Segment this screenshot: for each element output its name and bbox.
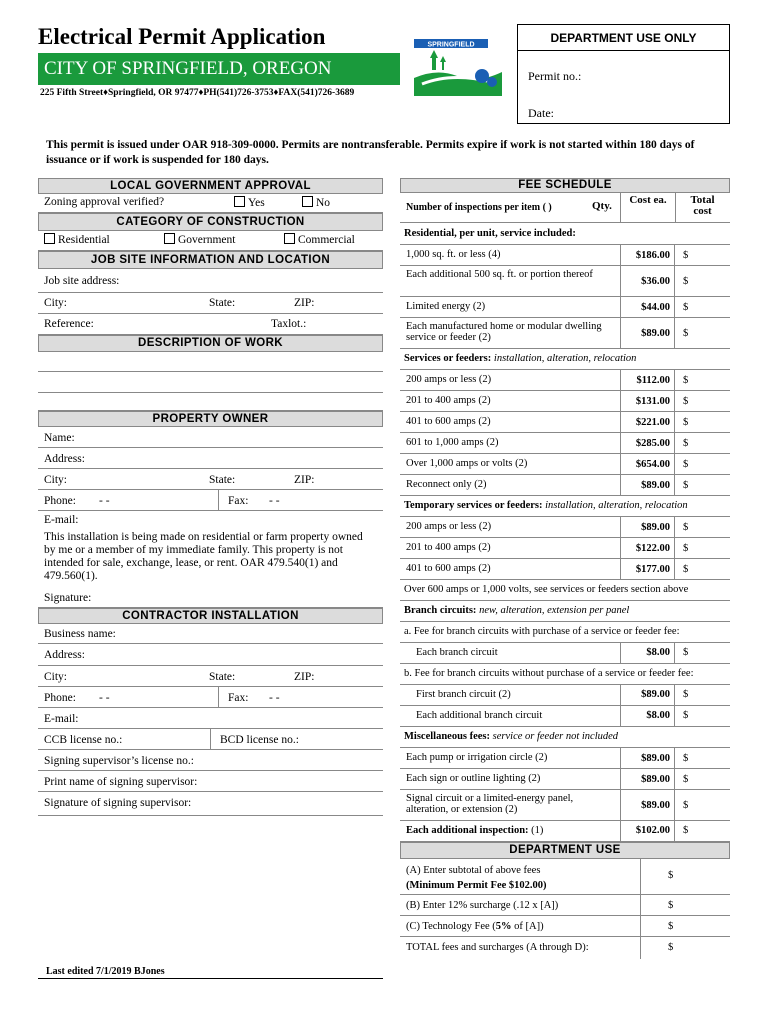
job-site-header: JOB SITE INFORMATION AND LOCATION: [38, 251, 383, 269]
temporary-row[interactable]: [400, 538, 730, 559]
first-branch-total[interactable]: $: [683, 689, 689, 700]
department-use-header: DEPARTMENT USE: [400, 842, 730, 859]
temporary-row[interactable]: [400, 559, 730, 580]
each-branch-label: Each branch circuit: [416, 647, 498, 658]
owner-statement-row: [38, 528, 383, 588]
no-checkbox[interactable]: [302, 196, 313, 207]
supervisor-signature-label: Signature of signing supervisor:: [44, 797, 192, 809]
owner-state-label: State:: [209, 474, 236, 486]
service-label: Reconnect only (2): [406, 479, 487, 490]
each-branch-row[interactable]: [400, 643, 730, 664]
category-row: [38, 231, 383, 251]
contractor-fax-label: Fax:: [228, 692, 249, 704]
service-label: Over 1,000 amps or volts (2): [406, 458, 528, 469]
services-section-header: Services or feeders: installation, alteration, relocation: [400, 349, 730, 370]
first-branch-fee: $89.00: [620, 685, 675, 705]
springfield-logo: [412, 38, 512, 96]
permit-notice: This permit is issued under OAR 918-309-0000. Permits are nontransferable. Permits expire if work is not started within 180 days of issuance or if work is suspended for 180 days.: [46, 139, 695, 166]
col-total: Total cost: [690, 194, 715, 217]
owner-phone-label: Phone:: [44, 495, 76, 507]
temporary-fee: $89.00: [620, 517, 675, 537]
service-fee: $221.00: [620, 412, 675, 432]
service-label: 200 amps or less (2): [406, 374, 492, 385]
service-row[interactable]: [400, 412, 730, 433]
logo-text: SPRINGFIELD: [427, 41, 475, 49]
service-fee: $112.00: [620, 370, 675, 390]
dept-use-only-title: DEPARTMENT USE ONLY: [518, 25, 729, 51]
city-banner: CITY OF SPRINGFIELD, OREGON: [38, 53, 400, 85]
additional-inspection-row[interactable]: [400, 821, 730, 842]
each-branch-total[interactable]: $: [683, 647, 689, 658]
residential-row[interactable]: [400, 266, 730, 297]
residential-total[interactable]: $: [683, 302, 689, 313]
owner-address-label: Address:: [44, 453, 85, 465]
contractor-phone-label: Phone:: [44, 692, 76, 704]
residential-label: 1,000 sq. ft. or less (4): [406, 249, 501, 260]
contractor-fax-dashes: - -: [269, 692, 280, 704]
additional-inspection-fee: $102.00: [620, 821, 675, 841]
owner-phone-dashes: - -: [99, 495, 110, 507]
contractor-city-row[interactable]: [38, 666, 383, 687]
misc-row[interactable]: [400, 769, 730, 790]
service-row[interactable]: [400, 475, 730, 496]
residential-label: Each additional 500 sq. ft. or portion thereof: [406, 269, 593, 280]
job-city-label: City:: [44, 297, 68, 309]
temporary-label: 201 to 400 amps (2): [406, 542, 491, 553]
tech-fee-value[interactable]: $: [668, 921, 674, 932]
temporary-label: 200 amps or less (2): [406, 521, 492, 532]
subtotal-label: (A) Enter subtotal of above fees: [406, 865, 541, 876]
subtotal-row[interactable]: [400, 859, 730, 895]
col-cost: Cost ea.: [629, 194, 667, 206]
service-total[interactable]: $: [683, 417, 689, 428]
service-fee: $89.00: [620, 475, 675, 495]
additional-inspection-qty: (1): [531, 825, 544, 836]
service-fee: $131.00: [620, 391, 675, 411]
department-use-only-box: [517, 24, 730, 124]
owner-name-label: Name:: [44, 432, 75, 444]
residential-row[interactable]: [400, 297, 730, 318]
permit-no-field[interactable]: Permit no.:: [528, 69, 582, 83]
description-line-2[interactable]: [38, 372, 383, 393]
service-row[interactable]: [400, 370, 730, 391]
total-value[interactable]: $: [668, 942, 674, 953]
fee-column-headers: [400, 193, 730, 223]
yes-checkbox[interactable]: [234, 196, 245, 207]
misc-label: Signal circuit or a limited-energy panel, alteration, or extension (2): [406, 793, 574, 815]
description-header: DESCRIPTION OF WORK: [38, 335, 383, 352]
misc-label: Each pump or irrigation circle (2): [406, 752, 548, 763]
minimum-fee-note: (Minimum Permit Fee $102.00): [406, 880, 547, 891]
misc-row[interactable]: [400, 748, 730, 769]
temporary-fee: $177.00: [620, 559, 675, 579]
job-city-row[interactable]: [38, 293, 383, 314]
col-qty: Qty.: [592, 200, 612, 212]
misc-label: Each sign or outline lighting (2): [406, 773, 541, 784]
service-total[interactable]: $: [683, 438, 689, 449]
last-edited-note: Last edited 7/1/2019 BJones: [46, 966, 165, 977]
left-panel: [38, 178, 383, 816]
each-branch-fee: $8.00: [620, 643, 675, 663]
zoning-label: Zoning approval verified?: [44, 196, 165, 208]
government-option[interactable]: Government: [158, 231, 235, 250]
temporary-label: 401 to 600 amps (2): [406, 563, 491, 574]
residential-total[interactable]: $: [683, 328, 689, 339]
page-title: Electrical Permit Application: [38, 24, 326, 49]
commercial-option[interactable]: Commercial: [278, 231, 355, 250]
service-row[interactable]: [400, 433, 730, 454]
service-row[interactable]: [400, 454, 730, 475]
temporary-total[interactable]: $: [683, 522, 689, 533]
branch-section-header: Branch circuits: new, alteration, extension per panel: [400, 601, 730, 622]
license-row[interactable]: [38, 729, 383, 750]
misc-total[interactable]: $: [683, 753, 689, 764]
signing-license-label: Signing supervisor’s license no.:: [44, 755, 194, 767]
description-line-3[interactable]: [38, 393, 383, 411]
residential-total[interactable]: $: [683, 276, 689, 287]
service-fee: $285.00: [620, 433, 675, 453]
residential-row[interactable]: [400, 245, 730, 266]
owner-city-row[interactable]: [38, 469, 383, 490]
supervisor-signature-row[interactable]: [38, 792, 383, 816]
owner-fax-dashes: - -: [269, 495, 280, 507]
branch-b-note: b. Fee for branch circuits without purchase of a service or feeder fee:: [400, 664, 730, 685]
residential-option[interactable]: Residential: [38, 231, 110, 250]
over-600-note: Over 600 amps or 1,000 volts, see services or feeders section above: [400, 580, 730, 601]
owner-signature-row[interactable]: [38, 588, 383, 608]
contractor-address-label: Address:: [44, 649, 85, 661]
job-address-row[interactable]: [38, 269, 383, 293]
business-name-label: Business name:: [44, 628, 116, 640]
residential-label: Limited energy (2): [406, 301, 486, 312]
contractor-zip-label: ZIP:: [294, 671, 315, 683]
temporary-row[interactable]: [400, 517, 730, 538]
service-fee: $654.00: [620, 454, 675, 474]
service-label: 201 to 400 amps (2): [406, 395, 491, 406]
additional-inspection-label: Each additional inspection:: [406, 825, 529, 836]
job-state-label: State:: [209, 297, 236, 309]
surcharge-value[interactable]: $: [668, 900, 674, 911]
service-total[interactable]: $: [683, 459, 689, 470]
reference-row[interactable]: [38, 314, 383, 335]
owner-fax-label: Fax:: [228, 495, 249, 507]
add-branch-fee: $8.00: [620, 706, 675, 726]
temporary-total[interactable]: $: [683, 543, 689, 554]
subtotal-value[interactable]: $: [668, 870, 674, 881]
misc-fee: $89.00: [620, 748, 675, 768]
contractor-email-label: E-mail:: [44, 713, 79, 725]
temporary-fee: $122.00: [620, 538, 675, 558]
col-inspections: Number of inspections per item ( ): [406, 202, 552, 213]
tech-fee-row[interactable]: [400, 916, 730, 937]
first-branch-label: First branch circuit (2): [416, 689, 511, 700]
residential-checkbox[interactable]: [44, 233, 55, 244]
owner-address-row[interactable]: [38, 448, 383, 469]
owner-zip-label: ZIP:: [294, 474, 315, 486]
job-zip-label: ZIP:: [294, 297, 315, 309]
owner-statement: This installation is being made on residential or farm property owned by me or a member of my immediate family. This property is not intended for sale, exchange, lease, or rent. OAR 479.540(1) and 479.560(1).: [44, 531, 363, 582]
reference-label: Reference:: [44, 318, 94, 330]
residential-row[interactable]: [400, 318, 730, 349]
contractor-header: CONTRACTOR INSTALLATION: [38, 608, 383, 624]
add-branch-label: Each additional branch circuit: [416, 710, 543, 721]
residential-fee: $186.00: [620, 245, 675, 265]
total-label: TOTAL fees and surcharges (A through D):: [406, 942, 589, 953]
local-gov-header: LOCAL GOVERNMENT APPROVAL: [38, 178, 383, 194]
contractor-email-row[interactable]: [38, 708, 383, 729]
fee-schedule-panel: [400, 178, 730, 959]
surcharge-label: (B) Enter 12% surcharge (.12 x [A]): [406, 900, 559, 911]
surcharge-row[interactable]: [400, 895, 730, 916]
residential-section-header: Residential, per unit, service included:: [400, 223, 730, 245]
contractor-state-label: State:: [209, 671, 236, 683]
bcd-license-label: BCD license no.:: [220, 734, 299, 746]
date-field[interactable]: Date:: [528, 106, 554, 120]
residential-fee: $44.00: [620, 297, 675, 317]
contractor-address-row[interactable]: [38, 644, 383, 666]
misc-row[interactable]: [400, 790, 730, 821]
owner-email-label: E-mail:: [44, 514, 79, 526]
zoning-no[interactable]: No: [296, 194, 330, 212]
zoning-row: [38, 194, 383, 213]
taxlot-label: Taxlot.:: [271, 318, 307, 330]
misc-fee: $89.00: [620, 790, 675, 820]
owner-name-row[interactable]: [38, 427, 383, 448]
business-name-row[interactable]: [38, 624, 383, 644]
footer-divider: [38, 978, 383, 979]
category-header: CATEGORY OF CONSTRUCTION: [38, 213, 383, 231]
government-checkbox[interactable]: [164, 233, 175, 244]
owner-phone-row[interactable]: [38, 490, 383, 511]
temporary-section-header: Temporary services or feeders: installation, alteration, relocation: [400, 496, 730, 517]
contractor-phone-row[interactable]: [38, 687, 383, 708]
service-label: 601 to 1,000 amps (2): [406, 437, 499, 448]
misc-section-header: Miscellaneous fees: service or feeder not included: [400, 727, 730, 748]
first-branch-row[interactable]: [400, 685, 730, 706]
signing-license-row[interactable]: [38, 750, 383, 771]
job-address-label: Job site address:: [44, 275, 120, 287]
additional-inspection-total[interactable]: $: [683, 825, 689, 836]
misc-total[interactable]: $: [683, 800, 689, 811]
misc-total[interactable]: $: [683, 774, 689, 785]
zoning-yes[interactable]: Yes: [228, 194, 265, 212]
total-row[interactable]: [400, 937, 730, 959]
residential-label: Each manufactured home or modular dwelling service or feeder (2): [406, 321, 602, 343]
branch-a-note: a. Fee for branch circuits with purchase of a service or feeder fee:: [400, 622, 730, 643]
misc-fee: $89.00: [620, 769, 675, 789]
add-branch-total[interactable]: $: [683, 710, 689, 721]
service-total[interactable]: $: [683, 480, 689, 491]
service-total[interactable]: $: [683, 375, 689, 386]
temporary-total[interactable]: $: [683, 564, 689, 575]
property-owner-header: PROPERTY OWNER: [38, 411, 383, 427]
ccb-license-label: CCB license no.:: [44, 734, 123, 746]
owner-signature-label: Signature:: [44, 592, 92, 604]
service-total[interactable]: $: [683, 396, 689, 407]
owner-email-row[interactable]: [38, 511, 383, 528]
service-label: 401 to 600 amps (2): [406, 416, 491, 427]
description-line-1[interactable]: [38, 352, 383, 372]
add-branch-row[interactable]: [400, 706, 730, 727]
print-name-row[interactable]: [38, 771, 383, 792]
residential-fee: $36.00: [620, 266, 675, 296]
city-address: 225 Fifth Street♦Springfield, OR 97477♦PH(541)726-3753♦FAX(541)726-3689: [40, 88, 355, 98]
residential-total[interactable]: $: [683, 250, 689, 261]
owner-city-label: City:: [44, 474, 68, 486]
print-name-label: Print name of signing supervisor:: [44, 776, 198, 788]
residential-fee: $89.00: [620, 318, 675, 348]
tech-fee-label: (C) Technology Fee (5% of [A]): [406, 921, 544, 932]
contractor-city-label: City:: [44, 671, 68, 683]
commercial-checkbox[interactable]: [284, 233, 295, 244]
service-row[interactable]: [400, 391, 730, 412]
fee-schedule-header: FEE SCHEDULE: [400, 178, 730, 193]
contractor-phone-dashes: - -: [99, 692, 110, 704]
